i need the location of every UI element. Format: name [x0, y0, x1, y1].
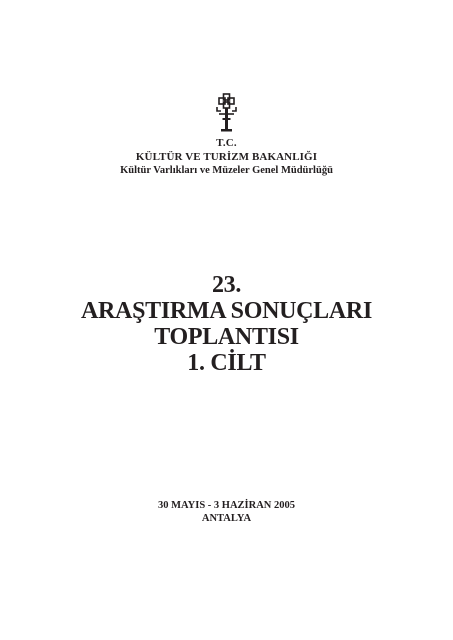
- directorate-name: Kültür Varlıkları ve Müzeler Genel Müdürlüğü: [120, 165, 333, 176]
- title-line-1: ARAŞTIRMA SONUÇLARI: [80, 298, 372, 324]
- ministry-name: KÜLTÜR VE TURİZM BAKANLIĞI: [135, 150, 318, 163]
- event-dates: 30 MAYIS - 3 HAZİRAN 2005: [158, 500, 295, 511]
- event-info: [0, 499, 453, 525]
- title-line-2: TOPLANTISI: [154, 324, 299, 350]
- document-title: [0, 272, 453, 376]
- title-number: 23.: [211, 272, 242, 298]
- ministry-emblem-icon: [216, 93, 237, 133]
- country-abbreviation: T.C.: [216, 137, 237, 149]
- event-location: ANTALYA: [201, 513, 252, 524]
- ministry-header: [0, 137, 453, 178]
- volume-label: 1. CİLT: [187, 350, 266, 376]
